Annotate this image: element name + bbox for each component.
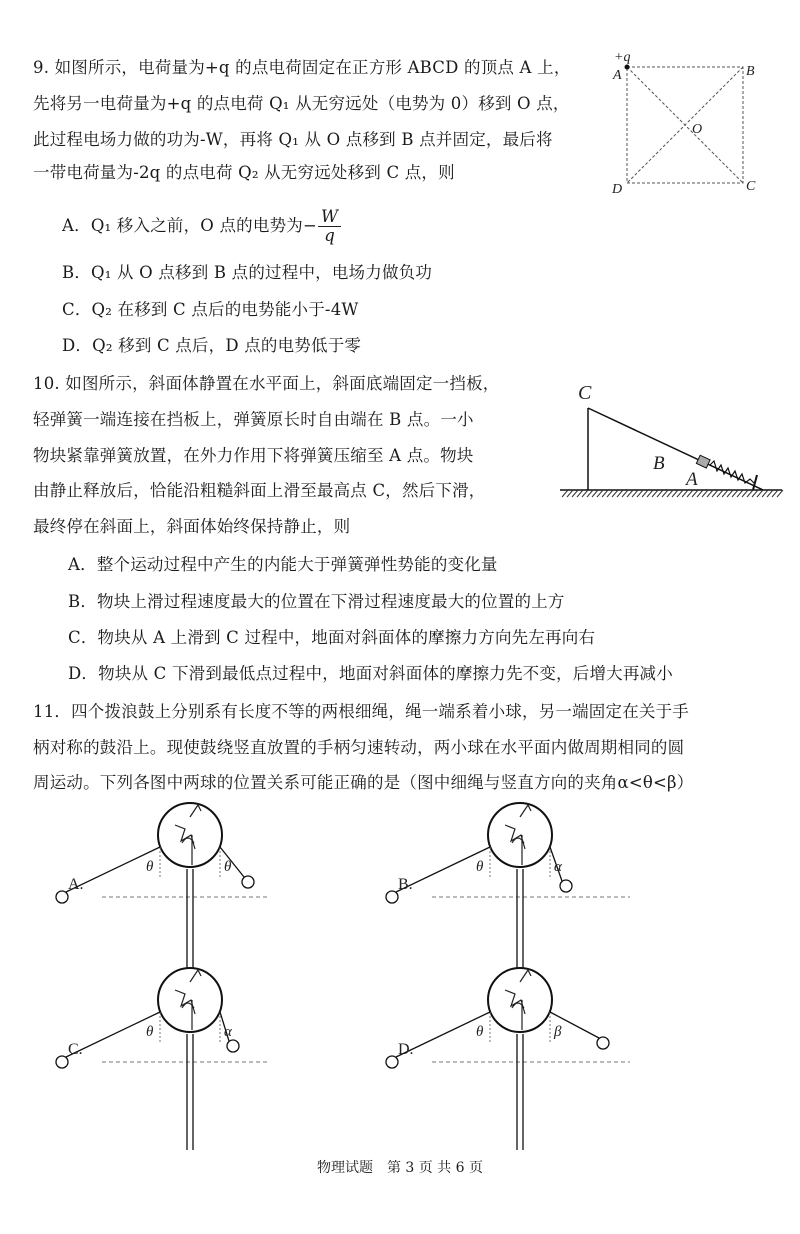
- q10-stem-line: 最终停在斜面上，斜面体始终保持静止，则: [33, 517, 351, 536]
- charge-label: +q: [614, 50, 631, 65]
- q11-stem-line: 周运动。下列各图中两球的位置关系可能正确的是（图中细绳与竖直方向的夹角α<θ<β）: [33, 773, 694, 792]
- center-o-label: O: [692, 122, 703, 137]
- point-c-label: C: [578, 382, 592, 404]
- q9-option-b: B．Q₁ 从 O 点移到 B 点的过程中，电场力做负功: [62, 263, 433, 282]
- q9-option-d: D．Q₂ 移到 C 点后，D 点的电势低于零: [62, 336, 362, 355]
- choice-label: A.: [68, 876, 84, 893]
- left-ball: [386, 891, 398, 903]
- q10-stem-line: 10. 如图所示，斜面体静置在水平面上，斜面底端固定一挡板，: [33, 374, 500, 393]
- q9-square-figure: [600, 45, 770, 205]
- q11-stem-line: 11．四个拨浪鼓上分别系有长度不等的两根细绳，绳一端系着小球，另一端固定在关于手: [33, 702, 689, 721]
- q10-stem-line: 轻弹簧一端连接在挡板上，弹簧原长时自由端在 B 点。一小: [33, 410, 474, 429]
- fraction: [318, 208, 341, 245]
- q10-stem-line: 物块紧靠弹簧放置，在外力作用下将弹簧压缩至 A 点。物块: [33, 446, 474, 465]
- q9-stem-line: 此过程电场力做的功为-W，再将 Q₁ 从 O 点移到 B 点并固定，最后将: [33, 130, 553, 149]
- left-ball: [56, 1056, 68, 1068]
- q9-stem-line: 9. 如图所示，电荷量为+q 的点电荷固定在正方形 ABCD 的顶点 A 上，: [33, 58, 571, 77]
- drum-choice-d: [390, 960, 630, 1160]
- q10-stem-line: 由静止释放后，恰能沿粗糙斜面上滑至最高点 C，然后下滑，: [33, 481, 486, 500]
- q9-option-c: C．Q₂ 在移到 C 点后的电势能小于-4W: [62, 300, 359, 319]
- q9-option-a: [62, 208, 341, 245]
- q10-option-c: C．物块从 A 上滑到 C 过程中，地面对斜面体的摩擦力方向先左再向右: [68, 628, 596, 647]
- left-angle-label: θ: [476, 859, 484, 875]
- q9-stem-line: 一带电荷量为-2q 的点电荷 Q₂ 从无穷远处移到 C 点，则: [33, 163, 455, 182]
- right-angle-label: α: [554, 859, 562, 875]
- right-angle-label: α: [224, 1024, 232, 1040]
- left-angle-label: θ: [476, 1024, 484, 1040]
- vertex-b-label: B: [746, 64, 755, 79]
- choice-label: B.: [398, 876, 413, 893]
- q10-incline-figure: [560, 375, 790, 505]
- q9-stem-line: 先将另一电荷量为+q 的点电荷 Q₁ 从无穷远处（电势为 0）移到 O 点，: [33, 94, 570, 113]
- left-angle-label: θ: [146, 1024, 154, 1040]
- choice-label: C.: [68, 1041, 83, 1058]
- point-b-label: B: [653, 453, 665, 474]
- right-angle-label: θ: [224, 859, 232, 875]
- left-angle-label: θ: [146, 859, 154, 875]
- q10-option-a: A．整个运动过程中产生的内能大于弹簧弹性势能的变化量: [68, 555, 498, 574]
- left-ball: [56, 891, 68, 903]
- right-ball: [597, 1037, 609, 1049]
- right-angle-label: β: [554, 1024, 562, 1040]
- fraction-numerator: W: [318, 208, 341, 227]
- vertex-a-label: A: [613, 68, 622, 83]
- choice-label: D.: [398, 1041, 414, 1058]
- drum-choice-c: [60, 960, 300, 1160]
- right-ball: [227, 1040, 239, 1052]
- left-ball: [386, 1056, 398, 1068]
- q11-stem-line: 柄对称的鼓沿上。现使鼓绕竖直放置的手柄匀速转动，两小球在水平面内做周期相同的圆: [33, 738, 685, 757]
- page-footer: 物理试题 第 3 页 共 6 页: [316, 1160, 484, 1176]
- q10-option-b: B．物块上滑过程速度最大的位置在下滑过程速度最大的位置的上方: [68, 592, 565, 611]
- q10-option-d: D．物块从 C 下滑到最低点过程中，地面对斜面体的摩擦力先不变，后增大再减小: [68, 664, 673, 683]
- vertex-d-label: D: [612, 182, 623, 197]
- q9-option-a-text: A．Q₁ 移入之前，O 点的电势为−: [62, 216, 317, 235]
- right-ball: [242, 876, 254, 888]
- fraction-denominator: q: [324, 226, 335, 245]
- point-a-label: A: [686, 469, 698, 490]
- right-ball: [560, 880, 572, 892]
- vertex-c-label: C: [746, 179, 756, 194]
